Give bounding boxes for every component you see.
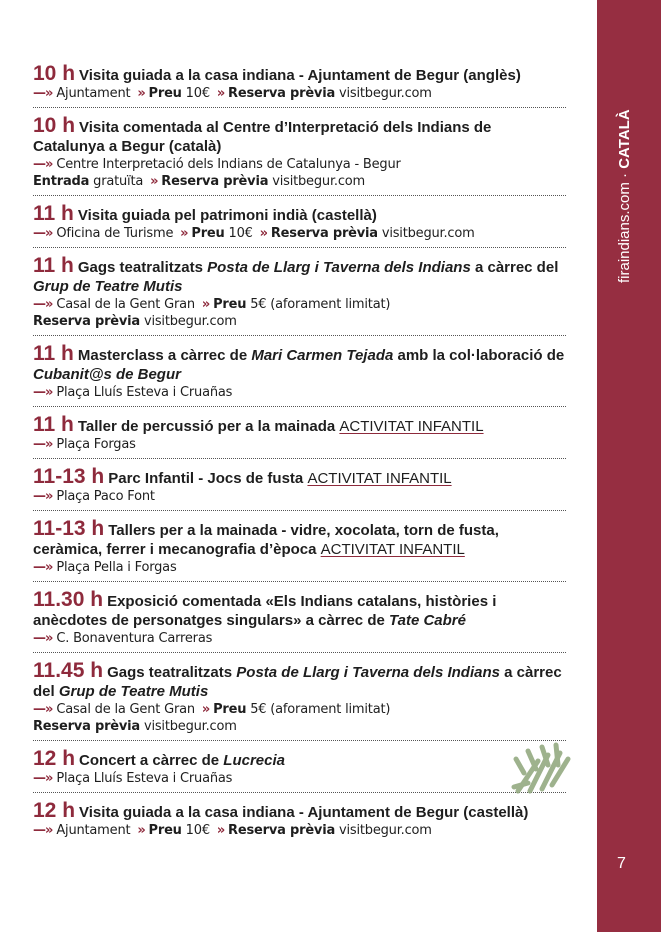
event-headline xyxy=(33,467,566,488)
event-list xyxy=(33,62,566,850)
event-headline xyxy=(33,590,566,630)
text-segment: Visita guiada pel patrimoni indià (castellà) xyxy=(77,207,377,224)
event-detail xyxy=(33,156,566,173)
separator-icon: » xyxy=(216,823,226,838)
event-detail xyxy=(33,701,566,718)
event-detail xyxy=(33,718,566,735)
event-entry xyxy=(33,202,566,248)
text-segment: Oficina de Turisme xyxy=(52,226,178,241)
booking-link[interactable]: visitbegur.com xyxy=(335,86,432,101)
event-headline xyxy=(33,64,566,85)
arrow-icon: —» xyxy=(33,86,53,101)
event-entry xyxy=(33,747,566,793)
booking-link[interactable]: visitbegur.com xyxy=(140,719,237,734)
event-entry xyxy=(33,413,566,459)
text-segment: Visita guiada a la casa indiana - Ajuntament de Begur (anglès) xyxy=(79,67,521,84)
separator-icon: » xyxy=(150,174,159,189)
text-segment: Entrada xyxy=(33,174,90,189)
language-label: CATALÀ xyxy=(616,109,633,169)
activity-tag: ACTIVITAT INFANTIL xyxy=(339,418,484,435)
booking-link[interactable]: visitbegur.com xyxy=(377,226,475,241)
text-segment: Parc Infantil - Jocs de fusta xyxy=(108,470,308,487)
event-entry xyxy=(33,517,566,582)
event-entry xyxy=(33,588,566,653)
text-segment: Plaça Lluís Esteva i Cruañas xyxy=(52,771,233,786)
text-segment: gratuïta xyxy=(89,174,148,189)
text-segment: Reserva prèvia xyxy=(33,719,141,734)
text-segment: Reserva prèvia xyxy=(228,86,336,101)
event-entry xyxy=(33,114,566,196)
separator-icon: » xyxy=(259,226,268,241)
arrow-icon: —» xyxy=(33,823,53,838)
text-segment: Plaça Pella i Forgas xyxy=(52,560,177,575)
text-segment: Visita guiada a la casa indiana - Ajuntament de Begur (castellà) xyxy=(79,804,529,821)
text-segment: Taller de percussió per a la mainada xyxy=(77,418,340,435)
event-entry xyxy=(33,659,566,741)
arrow-icon: —» xyxy=(33,226,53,241)
event-time: 11-13 h xyxy=(33,465,105,488)
arrow-icon: —» xyxy=(33,297,53,312)
text-segment: Plaça Lluís Esteva i Cruañas xyxy=(52,385,233,400)
event-detail xyxy=(33,559,566,576)
arrow-icon: —» xyxy=(33,157,53,172)
text-segment: Mari Carmen Tejada xyxy=(251,347,394,364)
sidebar-caption xyxy=(616,63,633,283)
text-segment: Exposició comentada «Els Indians catalans, històries i anècdotes de personatges singulars» a càrrec de xyxy=(33,593,497,629)
arrow-icon: —» xyxy=(33,631,53,646)
event-time: 10 h xyxy=(33,62,76,85)
event-detail xyxy=(33,822,566,839)
event-time: 10 h xyxy=(33,114,76,137)
event-time: 11.30 h xyxy=(33,588,104,611)
text-segment: Reserva prèvia xyxy=(161,174,269,189)
text-segment: Preu xyxy=(148,823,182,838)
text-segment: Preu xyxy=(191,226,225,241)
booking-link[interactable]: visitbegur.com xyxy=(335,823,432,838)
event-time: 11 h xyxy=(33,413,74,436)
arrow-icon: —» xyxy=(33,771,53,786)
event-time: 11 h xyxy=(33,342,74,365)
text-segment: Preu xyxy=(213,297,247,312)
text-segment: Reserva prèvia xyxy=(270,226,378,241)
event-headline xyxy=(33,344,566,384)
event-headline xyxy=(33,801,566,822)
text-segment: Grup de Teatre Mutis xyxy=(33,278,183,295)
text-segment: Concert a càrrec de xyxy=(79,752,224,769)
event-time: 12 h xyxy=(33,799,76,822)
event-detail xyxy=(33,488,566,505)
event-time: 11-13 h xyxy=(33,517,105,540)
event-time: 12 h xyxy=(33,747,76,770)
text-segment: Preu xyxy=(148,86,182,101)
arrow-icon: —» xyxy=(33,489,53,504)
separator-icon: » xyxy=(180,226,189,241)
arrow-icon: —» xyxy=(33,702,53,717)
event-entry xyxy=(33,254,566,336)
separator-icon: » xyxy=(216,86,226,101)
activity-tag: ACTIVITAT INFANTIL xyxy=(320,541,465,558)
event-detail xyxy=(33,225,566,242)
text-segment: 10€ xyxy=(181,86,214,101)
event-time: 11 h xyxy=(33,202,74,225)
text-segment: Tate Cabré xyxy=(389,612,466,629)
event-headline xyxy=(33,661,566,701)
text-segment: Visita comentada al Centre d’Interpretació dels Indians de Catalunya a Begur (català) xyxy=(33,119,492,155)
event-entry xyxy=(33,62,566,108)
event-detail xyxy=(33,85,566,102)
event-detail xyxy=(33,770,566,787)
event-headline xyxy=(33,116,566,156)
event-entry xyxy=(33,465,566,511)
separator-icon: » xyxy=(137,86,146,101)
event-headline xyxy=(33,204,566,225)
arrow-icon: —» xyxy=(33,560,53,575)
text-segment: Ajuntament xyxy=(52,823,135,838)
text-segment: Tallers per a la mainada - vidre, xocolata, torn de fusta, ceràmica, ferrer i mecanografia d’època xyxy=(33,522,499,558)
text-segment: amb la col·laboració de xyxy=(393,347,565,364)
arrow-icon: —» xyxy=(33,437,53,452)
event-headline xyxy=(33,519,566,559)
text-segment: Casal de la Gent Gran xyxy=(52,702,199,717)
event-detail xyxy=(33,296,566,313)
text-segment: 5€ (aforament limitat) xyxy=(246,297,391,312)
separator-icon: » xyxy=(137,823,146,838)
text-segment: a càrrec del xyxy=(33,664,562,700)
event-detail xyxy=(33,436,566,453)
text-segment: Grup de Teatre Mutis xyxy=(58,683,209,700)
text-segment: Reserva prèvia xyxy=(228,823,336,838)
text-segment: Gags teatralitzats xyxy=(77,259,208,276)
text-segment: 5€ (aforament limitat) xyxy=(246,702,391,717)
text-segment: Masterclass a càrrec de xyxy=(77,347,252,364)
separator-icon: » xyxy=(201,297,211,312)
text-segment: Ajuntament xyxy=(52,86,135,101)
event-detail xyxy=(33,384,566,401)
event-headline xyxy=(33,415,566,436)
leaf-decoration-icon xyxy=(508,725,578,795)
text-segment: Posta de Llarg i Taverna dels Indians xyxy=(236,664,500,681)
event-detail xyxy=(33,313,566,330)
text-segment: Posta de Llarg i Taverna dels Indians xyxy=(207,259,471,276)
text-segment: 10€ xyxy=(224,226,257,241)
event-detail xyxy=(33,173,566,190)
activity-tag: ACTIVITAT INFANTIL xyxy=(307,470,452,487)
event-time: 11 h xyxy=(33,254,74,277)
text-segment: a càrrec del xyxy=(470,259,559,276)
text-segment: 10€ xyxy=(181,823,214,838)
text-segment: C. Bonaventura Carreras xyxy=(52,631,213,646)
site-url[interactable]: firaindians.com · xyxy=(616,168,633,283)
event-headline xyxy=(33,256,566,296)
text-segment: Lucrecia xyxy=(223,752,285,769)
separator-icon: » xyxy=(201,702,211,717)
event-entry xyxy=(33,799,566,844)
event-entry xyxy=(33,342,566,407)
event-time: 11.45 h xyxy=(33,659,104,682)
event-headline xyxy=(33,749,566,770)
text-segment: Plaça Paco Font xyxy=(52,489,155,504)
text-segment: Casal de la Gent Gran xyxy=(52,297,199,312)
text-segment: Centre Interpretació dels Indians de Catalunya - Begur xyxy=(52,157,401,172)
text-segment: Reserva prèvia xyxy=(33,314,141,329)
text-segment: Plaça Forgas xyxy=(52,437,136,452)
booking-link[interactable]: visitbegur.com xyxy=(140,314,237,329)
text-segment: Preu xyxy=(213,702,247,717)
page-number: 7 xyxy=(617,855,626,872)
booking-link[interactable]: visitbegur.com xyxy=(268,174,365,189)
text-segment: Cubanit@s de Begur xyxy=(33,366,181,383)
event-detail xyxy=(33,630,566,647)
arrow-icon: —» xyxy=(33,385,53,400)
text-segment: Gags teatralitzats xyxy=(107,664,237,681)
